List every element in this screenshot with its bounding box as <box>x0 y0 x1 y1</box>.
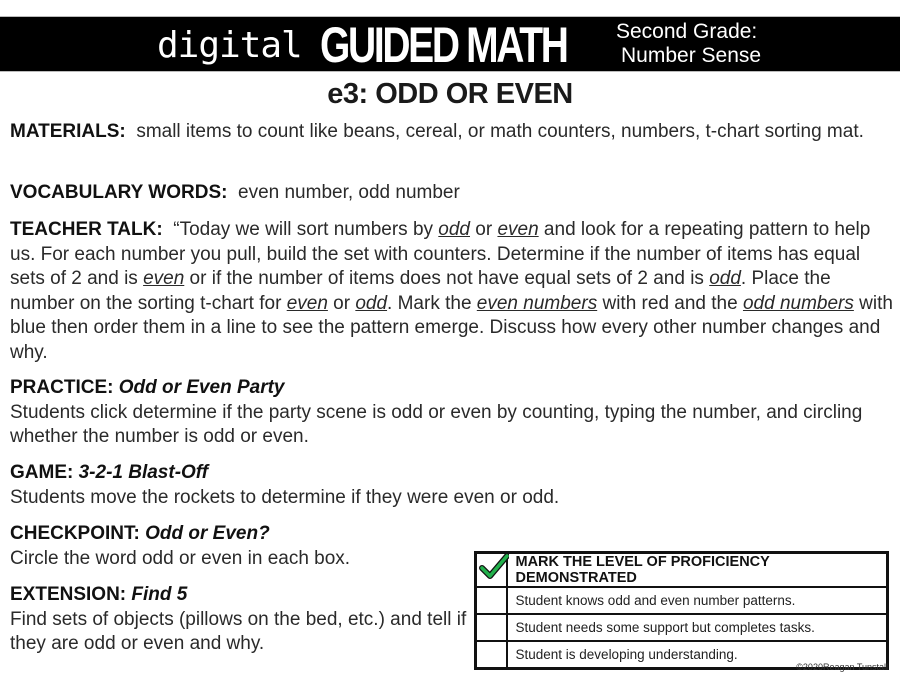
extension-text: Find sets of objects (pillows on the bed, etc.) and tell if they are odd or even and why. <box>10 608 467 654</box>
lesson-title: e3: ODD OR EVEN <box>327 78 573 110</box>
proficiency-row-text: Student needs some support but completes tasks. <box>507 614 888 641</box>
practice-label: PRACTICE: <box>10 377 114 398</box>
term-even: even <box>497 219 539 240</box>
term-odd: odd <box>355 292 388 314</box>
checkpoint-title: Odd or Even? <box>145 523 270 544</box>
checkpoint-label: CHECKPOINT: <box>10 523 140 544</box>
term-even: even <box>143 268 185 289</box>
term-odd: odd <box>709 268 741 289</box>
proficiency-checkbox[interactable] <box>476 614 507 641</box>
proficiency-header-check-cell <box>476 553 507 588</box>
materials-label: MATERIALS: <box>10 121 126 142</box>
game-section <box>10 461 890 510</box>
header-digital-text: digital <box>157 25 302 66</box>
header-subtitle-grade: Second Grade: <box>616 20 758 43</box>
vocabulary-section <box>10 181 890 206</box>
header-subtitle-unit: Number Sense <box>621 44 762 67</box>
game-text: Students move the rockets to determine if they were even or odd. <box>10 486 560 508</box>
practice-text: Students click determine if the party scene is odd or even by counting, typing the number, and circling whether the number is odd or even. <box>10 401 863 447</box>
extension-title: Find 5 <box>131 584 188 605</box>
checkmark-icon <box>479 552 509 580</box>
practice-section <box>10 376 890 450</box>
extension-section <box>10 583 470 657</box>
game-label: GAME: <box>10 462 74 483</box>
vocabulary-label: VOCABULARY WORDS: <box>10 182 228 203</box>
header-subtitle <box>616 20 761 68</box>
materials-section <box>10 120 890 145</box>
proficiency-checkbox[interactable] <box>476 587 507 614</box>
teacher-talk-text: “Today we will sort numbers by odd or even and look for a repeating pattern to help us. For each number you pull, build the set with counters. Determine if the number of items has equal sets of 2 and is even or if the number of items does not have equal sets of 2 and is odd. Place the number on the sorting t-chart for even or odd. Mark the even numbers with red and the odd numbers with blue then order them in a line to see the pattern emerge. Discuss how every other number changes and why. <box>10 219 893 363</box>
proficiency-row <box>476 587 888 614</box>
header-brand-title: GUIDED MATH <box>320 17 567 73</box>
checkpoint-section <box>10 522 470 571</box>
extension-label: EXTENSION: <box>10 584 127 605</box>
proficiency-table <box>474 551 889 670</box>
practice-title: Odd or Even Party <box>118 377 285 398</box>
copyright-notice: ©2020Reagan Tunstall <box>796 662 888 672</box>
teacher-talk-section <box>10 218 895 365</box>
materials-text: small items to count like beans, cereal, or math counters, numbers, t-chart sorting mat. <box>136 121 864 142</box>
game-title: 3-2-1 Blast-Off <box>78 462 209 483</box>
proficiency-row-text: Student knows odd and even number patterns. <box>507 587 888 614</box>
proficiency-row-text: Student is developing understanding. <box>507 641 888 668</box>
proficiency-header-row <box>476 553 888 588</box>
term-odd: odd <box>438 219 470 240</box>
checkpoint-text: Circle the word odd or even in each box. <box>10 547 351 569</box>
term-even-numbers: even numbers <box>476 292 598 314</box>
header-banner <box>0 16 900 72</box>
proficiency-row <box>476 614 888 641</box>
proficiency-header-text: MARK THE LEVEL OF PROFICIENCY DEMONSTRATED <box>507 553 888 588</box>
proficiency-checkbox[interactable] <box>476 641 507 668</box>
teacher-talk-label: TEACHER TALK: <box>10 219 163 240</box>
vocabulary-text: even number, odd number <box>238 182 460 203</box>
term-even: even <box>286 292 328 314</box>
term-odd-numbers: odd numbers <box>742 292 854 314</box>
